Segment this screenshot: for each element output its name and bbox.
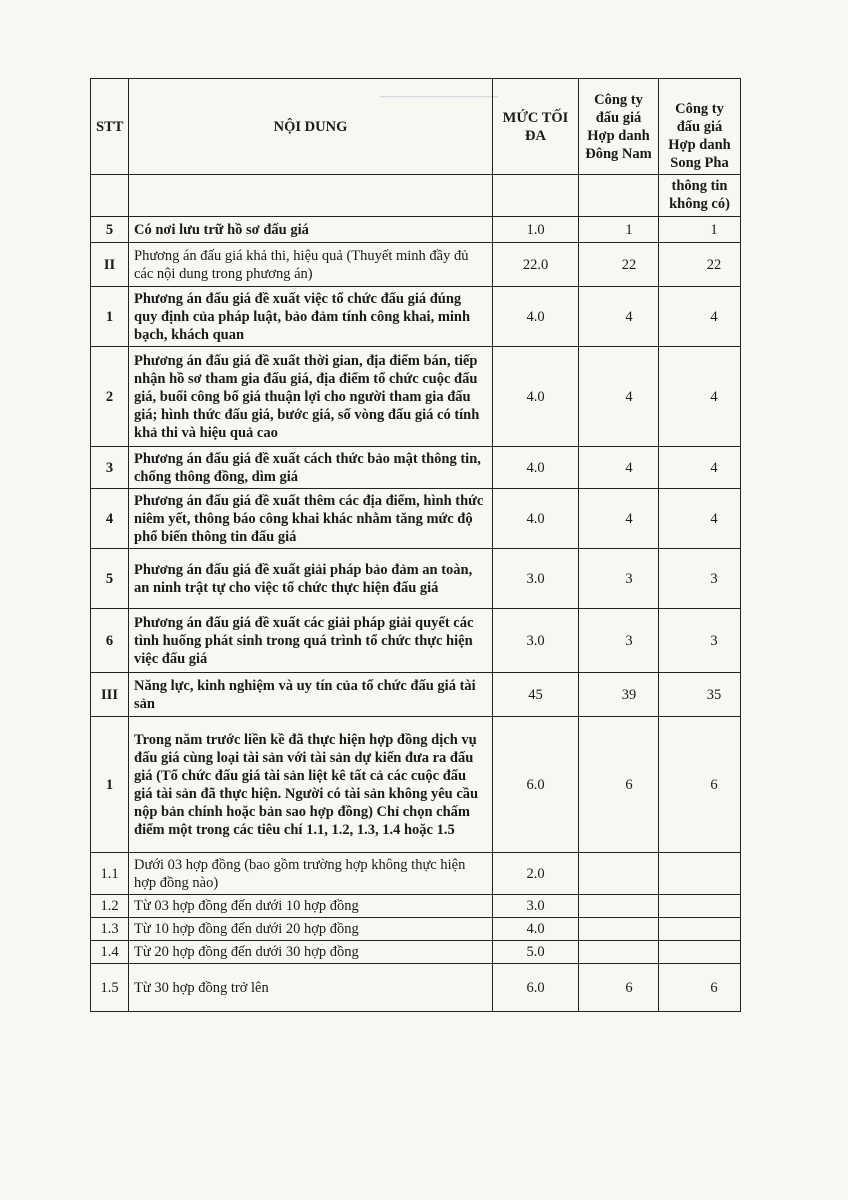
table-row (91, 717, 741, 853)
row-stt-cell: 1.4 (91, 941, 129, 964)
row-song-pha-score-cell: 35 (659, 673, 741, 717)
row-max-score-cell: 5.0 (493, 941, 579, 964)
row-content-cell: Phương án đấu giá đề xuất thời gian, địa điểm bán, tiếp nhận hồ sơ tham gia đấu giá, địa điểm tổ chức cuộc đấu giá, buổi công bố giá thuận lợi cho người tham gia đấu giá; hình thức đấu giá, bước giá, số vòng đấu giá có tính khả thi và hiệu quả cao (129, 347, 493, 447)
table-row (91, 964, 741, 1012)
row-content-cell: Từ 10 hợp đồng đến dưới 20 hợp đồng (129, 918, 493, 941)
table-row (91, 287, 741, 347)
row-stt-cell: 6 (91, 609, 129, 673)
row-song-pha-score-cell: 1 (659, 217, 741, 243)
header-stt: STT (91, 79, 129, 175)
row-dong-nam-score-cell: 6 (579, 964, 659, 1012)
bleed-through-text: ▔▔▔▔▔▔▔▔▔▔▔▔▔▔ (380, 97, 499, 109)
row-stt-cell: 5 (91, 549, 129, 609)
row-stt-cell: 1 (91, 287, 129, 347)
header-company-dong-nam: Công ty đấu giá Hợp danh Đông Nam (579, 79, 659, 175)
row-content-cell: Dưới 03 hợp đồng (bao gồm trường hợp không thực hiện hợp đồng nào) (129, 853, 493, 895)
row-max-score-cell: 1.0 (493, 217, 579, 243)
row-dong-nam-score-cell (579, 853, 659, 895)
row-dong-nam-score-cell: 3 (579, 609, 659, 673)
row-content-cell: Phương án đấu giá đề xuất các giải pháp giải quyết các tình huống phát sinh trong quá trình tổ chức thực hiện việc đấu giá (129, 609, 493, 673)
row-song-pha-score-cell: 3 (659, 609, 741, 673)
row-max-score-cell: 3.0 (493, 895, 579, 918)
row-max-score-cell: 4.0 (493, 447, 579, 489)
row-song-pha-score-cell (659, 895, 741, 918)
row-max-score-cell: 3.0 (493, 549, 579, 609)
row-stt-cell: 5 (91, 217, 129, 243)
scoring-table (90, 78, 741, 1012)
row-stt-cell: III (91, 673, 129, 717)
table-row (91, 941, 741, 964)
row-dong-nam-score-cell: 6 (579, 717, 659, 853)
table-row (91, 347, 741, 447)
row-content-cell: Phương án đấu giá đề xuất việc tổ chức đấu giá đúng quy định của pháp luật, bảo đảm tính công khai, minh bạch, khách quan (129, 287, 493, 347)
row-dong-nam-score-cell: 39 (579, 673, 659, 717)
row-song-pha-score-cell: 6 (659, 964, 741, 1012)
row-stt-cell: 3 (91, 447, 129, 489)
header-company-song-pha: Công ty đấu giá Hợp danh Song Pha (659, 79, 741, 175)
table-row (91, 549, 741, 609)
scoring-table-page (90, 78, 741, 1012)
row-content-cell: Phương án đấu giá đề xuất cách thức bảo mật thông tin, chống thông đồng, dìm giá (129, 447, 493, 489)
row-stt-cell: 1.3 (91, 918, 129, 941)
table-row (91, 895, 741, 918)
row-song-pha-score-cell (659, 941, 741, 964)
row-dong-nam-score-cell (579, 895, 659, 918)
row-dong-nam-score-cell (579, 918, 659, 941)
row-stt-cell: 1.2 (91, 895, 129, 918)
row-song-pha-score-cell: 3 (659, 549, 741, 609)
row-content-cell: Phương án đấu giá khả thi, hiệu quả (Thuyết minh đầy đủ các nội dung trong phương án) (129, 243, 493, 287)
table-body (91, 217, 741, 1012)
row-song-pha-score-cell: 22 (659, 243, 741, 287)
row-max-score-cell: 4.0 (493, 287, 579, 347)
table-row (91, 243, 741, 287)
row-dong-nam-score-cell: 4 (579, 287, 659, 347)
table-row (91, 489, 741, 549)
row-dong-nam-score-cell: 22 (579, 243, 659, 287)
row-content-cell: Phương án đấu giá đề xuất thêm các địa điểm, hình thức niêm yết, thông báo công khai khác nhằm tăng mức độ phổ biến thông tin đấu giá (129, 489, 493, 549)
row-dong-nam-score-cell: 1 (579, 217, 659, 243)
row-stt-cell: II (91, 243, 129, 287)
row-song-pha-score-cell: 4 (659, 287, 741, 347)
row-max-score-cell: 4.0 (493, 489, 579, 549)
row-content-cell: Từ 20 hợp đồng đến dưới 30 hợp đồng (129, 941, 493, 964)
row-dong-nam-score-cell: 4 (579, 447, 659, 489)
table-header-row-2 (91, 175, 741, 217)
row-max-score-cell: 6.0 (493, 964, 579, 1012)
header-company-song-pha-note: thông tin không có) (659, 175, 741, 217)
row-stt-cell: 1 (91, 717, 129, 853)
table-row (91, 853, 741, 895)
row-content-cell: Từ 03 hợp đồng đến dưới 10 hợp đồng (129, 895, 493, 918)
row-content-cell: Từ 30 hợp đồng trở lên (129, 964, 493, 1012)
row-max-score-cell: 6.0 (493, 717, 579, 853)
row-content-cell: Năng lực, kinh nghiệm và uy tín của tổ chức đấu giá tài sản (129, 673, 493, 717)
row-content-cell: Trong năm trước liền kề đã thực hiện hợp đồng dịch vụ đấu giá cùng loại tài sản với tài sản dự kiến đưa ra đấu giá (Tổ chức đấu giá tài sản liệt kê tất cả các cuộc đấu giá tài sản đã thực hiện. Người có tài sản không yêu cầu nộp bản chính hoặc bản sao hợp đồng) Chỉ chọn chấm điểm một trong các tiêu chí 1.1, 1.2, 1.3, 1.4 hoặc 1.5 (129, 717, 493, 853)
row-stt-cell: 1.1 (91, 853, 129, 895)
header-content: NỘI DUNG (129, 79, 493, 175)
table-row (91, 447, 741, 489)
row-max-score-cell: 45 (493, 673, 579, 717)
table-row (91, 217, 741, 243)
row-song-pha-score-cell (659, 853, 741, 895)
row-max-score-cell: 22.0 (493, 243, 579, 287)
row-max-score-cell: 4.0 (493, 347, 579, 447)
row-stt-cell: 4 (91, 489, 129, 549)
row-dong-nam-score-cell (579, 941, 659, 964)
row-max-score-cell: 2.0 (493, 853, 579, 895)
row-dong-nam-score-cell: 4 (579, 347, 659, 447)
row-max-score-cell: 3.0 (493, 609, 579, 673)
row-max-score-cell: 4.0 (493, 918, 579, 941)
row-dong-nam-score-cell: 3 (579, 549, 659, 609)
table-row (91, 673, 741, 717)
row-dong-nam-score-cell: 4 (579, 489, 659, 549)
header-max: MỨC TỐI ĐA (493, 79, 579, 175)
row-content-cell: Có nơi lưu trữ hồ sơ đấu giá (129, 217, 493, 243)
table-row (91, 918, 741, 941)
row-song-pha-score-cell: 4 (659, 447, 741, 489)
row-content-cell: Phương án đấu giá đề xuất giải pháp bảo đảm an toàn, an ninh trật tự cho việc tổ chức thực hiện đấu giá (129, 549, 493, 609)
row-song-pha-score-cell: 4 (659, 347, 741, 447)
row-song-pha-score-cell: 4 (659, 489, 741, 549)
row-song-pha-score-cell (659, 918, 741, 941)
row-stt-cell: 2 (91, 347, 129, 447)
table-header-row (91, 79, 741, 175)
table-row (91, 609, 741, 673)
row-stt-cell: 1.5 (91, 964, 129, 1012)
row-song-pha-score-cell: 6 (659, 717, 741, 853)
